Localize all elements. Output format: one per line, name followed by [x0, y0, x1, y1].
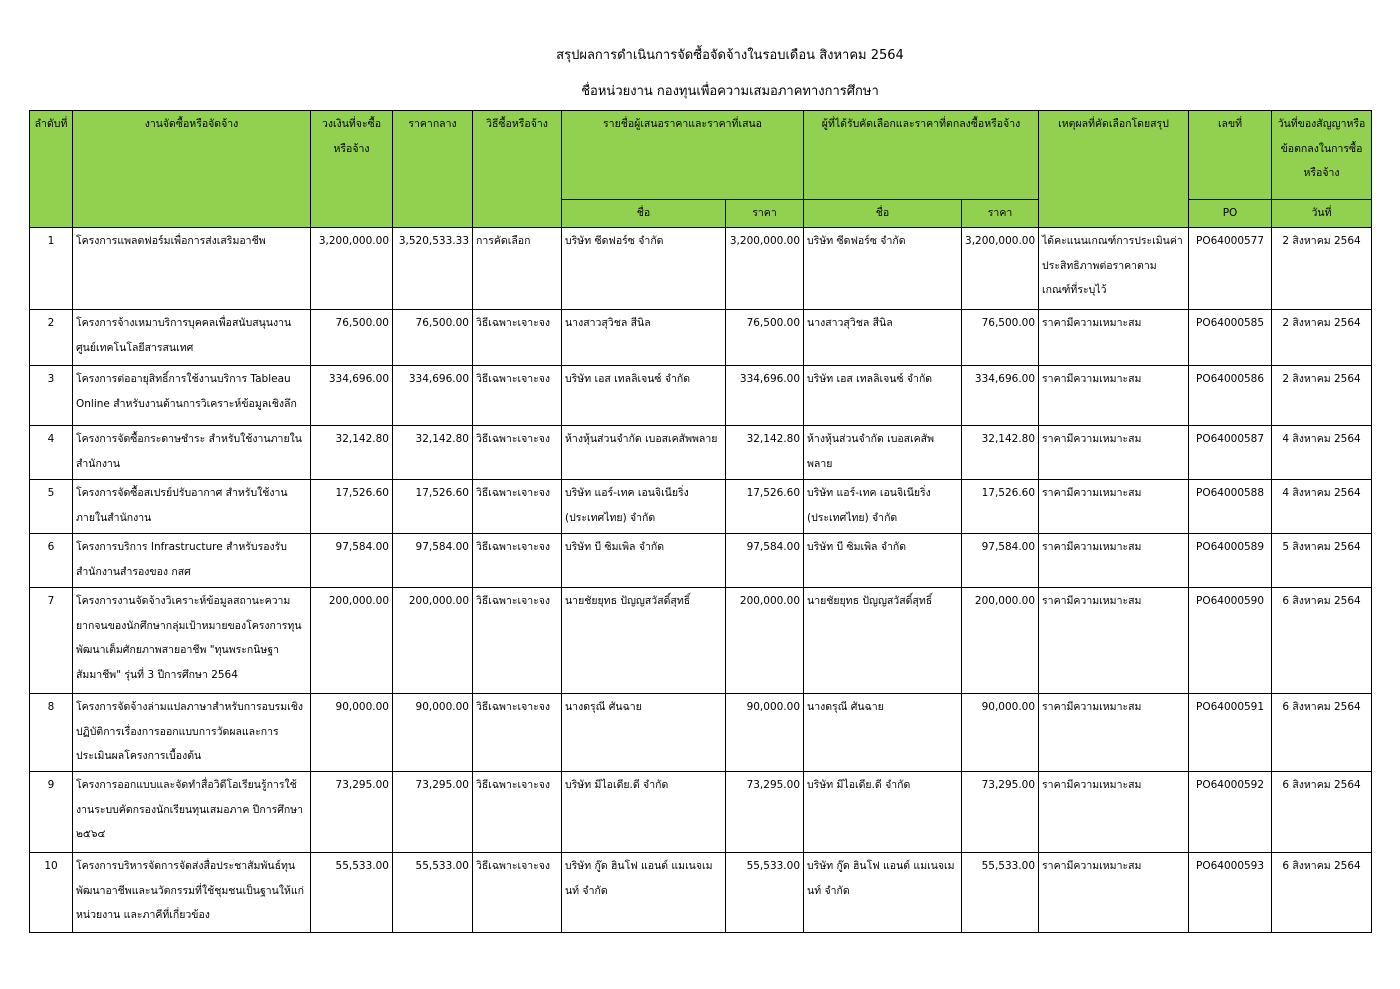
row-number: 2: [30, 310, 73, 366]
selection-reason: ราคามีความเหมาะสม: [1039, 310, 1189, 366]
row-number: 7: [30, 588, 73, 694]
subheader-winner-price: ราคา: [962, 200, 1039, 228]
work-item: โครงการจ้างเหมาบริการบุคคลเพื่อสนับสนุนงานศูนย์เทคโนโลยีสารสนเทศ: [73, 310, 311, 366]
procurement-table: [29, 110, 1372, 933]
budget-amount: 200,000.00: [311, 588, 393, 694]
work-item: โครงการบริการ Infrastructure สำหรับรองรับสำนักงานสำรองของ กสศ: [73, 534, 311, 588]
procurement-method: วิธีเฉพาะเจาะจง: [473, 853, 562, 933]
contract-date: 4 สิงหาคม 2564: [1272, 480, 1372, 534]
po-number: PO64000588: [1189, 480, 1272, 534]
work-item: โครงการบริหารจัดการจัดส่งสื่อประชาสัมพันธ์ทุนพัฒนาอาชีพและนวัตกรรมที่ใช้ชุมชนเป็นฐานให้แก่หน่วยงาน และภาคีที่เกี่ยวข้อง: [73, 853, 311, 933]
agreed-price: 97,584.00: [962, 534, 1039, 588]
po-number: PO64000585: [1189, 310, 1272, 366]
budget-amount: 32,142.80: [311, 426, 393, 480]
header-bidders: รายชื่อผู้เสนอราคาและราคาที่เสนอ: [562, 111, 804, 200]
agreed-price: 334,696.00: [962, 366, 1039, 426]
row-number: 6: [30, 534, 73, 588]
header-budget: วงเงินที่จะซื้อหรือจ้าง: [311, 111, 393, 228]
winner-name: ห้างหุ้นส่วนจำกัด เบอสเคสัพพลาย: [804, 426, 962, 480]
table-row: [30, 366, 1372, 426]
bidder-name: บริษัท บี ซิมเพิล จำกัด: [562, 534, 726, 588]
po-number: PO64000577: [1189, 228, 1272, 310]
bidder-name: บริษัท เอส เทลลิเจนซ์ จำกัด: [562, 366, 726, 426]
bidder-name: บริษัท ซีดฟอร์ซ จำกัด: [562, 228, 726, 310]
winner-name: นายชัยยุทธ ปัญญสวัสดิ์สุทธิ์: [804, 588, 962, 694]
budget-amount: 90,000.00: [311, 694, 393, 772]
table-row: [30, 480, 1372, 534]
work-item: โครงการต่ออายุสิทธิ์การใช้งานบริการ Tableau Online สำหรับงานด้านการวิเคราะห์ข้อมูลเชิงลึก: [73, 366, 311, 426]
selection-reason: ราคามีความเหมาะสม: [1039, 772, 1189, 853]
row-number: 10: [30, 853, 73, 933]
work-item: โครงการจัดซื้อกระดาษชำระ สำหรับใช้งานภายในสำนักงาน: [73, 426, 311, 480]
procurement-method: การคัดเลือก: [473, 228, 562, 310]
winner-name: นางสาวสุวิชล สีนิล: [804, 310, 962, 366]
winner-name: บริษัท กู๊ด ฮินโฟ แอนด์ แมเนจเมนท์ จำกัด: [804, 853, 962, 933]
budget-amount: 55,533.00: [311, 853, 393, 933]
table-row: [30, 772, 1372, 853]
median-price: 200,000.00: [393, 588, 473, 694]
procurement-method: วิธีเฉพาะเจาะจง: [473, 480, 562, 534]
agreed-price: 17,526.60: [962, 480, 1039, 534]
budget-amount: 3,200,000.00: [311, 228, 393, 310]
median-price: 76,500.00: [393, 310, 473, 366]
budget-amount: 73,295.00: [311, 772, 393, 853]
po-number: PO64000590: [1189, 588, 1272, 694]
selection-reason: ราคามีความเหมาะสม: [1039, 588, 1189, 694]
agreed-price: 3,200,000.00: [962, 228, 1039, 310]
contract-date: 6 สิงหาคม 2564: [1272, 588, 1372, 694]
contract-date: 6 สิงหาคม 2564: [1272, 772, 1372, 853]
subheader-bidder-name: ชื่อ: [562, 200, 726, 228]
contract-date: 4 สิงหาคม 2564: [1272, 426, 1372, 480]
bid-price: 17,526.60: [726, 480, 804, 534]
median-price: 97,584.00: [393, 534, 473, 588]
header-contract: วันที่ของสัญญาหรือข้อตกลงในการซื้อหรือจ้าง: [1272, 111, 1372, 200]
median-price: 17,526.60: [393, 480, 473, 534]
row-number: 8: [30, 694, 73, 772]
bidder-name: นางสาวสุวิชล สีนิล: [562, 310, 726, 366]
contract-date: 5 สิงหาคม 2564: [1272, 534, 1372, 588]
procurement-method: วิธีเฉพาะเจาะจง: [473, 426, 562, 480]
bid-price: 97,584.00: [726, 534, 804, 588]
bid-price: 55,533.00: [726, 853, 804, 933]
po-number: PO64000589: [1189, 534, 1272, 588]
header-reason: เหตุผลที่คัดเลือกโดยสรุป: [1039, 111, 1189, 228]
page-title: สรุปผลการดำเนินการจัดซื้อจัดจ้างในรอบเดือน สิงหาคม 2564: [556, 48, 904, 63]
bidder-name: บริษัท กู๊ด ฮินโฟ แอนด์ แมเนจเมนท์ จำกัด: [562, 853, 726, 933]
header-method: วิธีซื้อหรือจ้าง: [473, 111, 562, 228]
agency-name: ชื่อหน่วยงาน กองทุนเพื่อความเสมอภาคทางการศึกษา: [581, 84, 879, 99]
winner-name: บริษัท บี ซิมเพิล จำกัด: [804, 534, 962, 588]
contract-date: 2 สิงหาคม 2564: [1272, 228, 1372, 310]
row-number: 5: [30, 480, 73, 534]
work-item: โครงการจัดซื้อสเปรย์ปรับอากาศ สำหรับใช้งานภายในสำนักงาน: [73, 480, 311, 534]
contract-date: 2 สิงหาคม 2564: [1272, 366, 1372, 426]
winner-name: บริษัท ซีดฟอร์ซ จำกัด: [804, 228, 962, 310]
header-work: งานจัดซื้อหรือจัดจ้าง: [73, 111, 311, 228]
median-price: 55,533.00: [393, 853, 473, 933]
table-row: [30, 694, 1372, 772]
budget-amount: 76,500.00: [311, 310, 393, 366]
table-row: [30, 588, 1372, 694]
row-number: 9: [30, 772, 73, 853]
contract-date: 2 สิงหาคม 2564: [1272, 310, 1372, 366]
bidder-name: นางดรุณี ศันฉาย: [562, 694, 726, 772]
table-row: [30, 228, 1372, 310]
work-item: โครงการจัดจ้างล่ามแปลภาษาสำหรับการอบรมเชิงปฏิบัติการเรื่องการออกแบบการวัดผลและการประเมินผลโครงการเบื้องต้น: [73, 694, 311, 772]
header-ref: เลขที่: [1189, 111, 1272, 200]
table-row: [30, 310, 1372, 366]
work-item: โครงการงานจัดจ้างวิเคราะห์ข้อมูลสถานะความยากจนของนักศึกษากลุ่มเป้าหมายของโครงการทุนพัฒนาเต็มศักยภาพสายอาชีพ "ทุนพระกนิษฐาสัมมาชีพ" รุ่นที่ 3 ปีการศึกษา 2564: [73, 588, 311, 694]
agreed-price: 76,500.00: [962, 310, 1039, 366]
header-winner: ผู้ที่ได้รับคัดเลือกและราคาที่ตกลงซื้อหรือจ้าง: [804, 111, 1039, 200]
work-item: โครงการแพลตฟอร์มเพื่อการส่งเสริมอาชีพ: [73, 228, 311, 310]
procurement-method: วิธีเฉพาะเจาะจง: [473, 310, 562, 366]
selection-reason: ราคามีความเหมาะสม: [1039, 480, 1189, 534]
subheader-date: วันที่: [1272, 200, 1372, 228]
table-row: [30, 426, 1372, 480]
bidder-name: บริษัท มีไอเดีย.ดี จำกัด: [562, 772, 726, 853]
agreed-price: 90,000.00: [962, 694, 1039, 772]
agreed-price: 55,533.00: [962, 853, 1039, 933]
row-number: 3: [30, 366, 73, 426]
agreed-price: 73,295.00: [962, 772, 1039, 853]
contract-date: 6 สิงหาคม 2564: [1272, 853, 1372, 933]
winner-name: บริษัท มีไอเดีย.ดี จำกัด: [804, 772, 962, 853]
bid-price: 3,200,000.00: [726, 228, 804, 310]
bid-price: 32,142.80: [726, 426, 804, 480]
table-row: [30, 853, 1372, 933]
agreed-price: 32,142.80: [962, 426, 1039, 480]
subheader-winner-name: ชื่อ: [804, 200, 962, 228]
selection-reason: ราคามีความเหมาะสม: [1039, 534, 1189, 588]
bid-price: 200,000.00: [726, 588, 804, 694]
selection-reason: ราคามีความเหมาะสม: [1039, 426, 1189, 480]
median-price: 3,520,533.33: [393, 228, 473, 310]
table-row: [30, 534, 1372, 588]
header-median-price: ราคากลาง: [393, 111, 473, 228]
po-number: PO64000587: [1189, 426, 1272, 480]
procurement-method: วิธีเฉพาะเจาะจง: [473, 588, 562, 694]
median-price: 334,696.00: [393, 366, 473, 426]
po-number: PO64000593: [1189, 853, 1272, 933]
bid-price: 90,000.00: [726, 694, 804, 772]
procurement-method: วิธีเฉพาะเจาะจง: [473, 366, 562, 426]
median-price: 90,000.00: [393, 694, 473, 772]
row-number: 1: [30, 228, 73, 310]
contract-date: 6 สิงหาคม 2564: [1272, 694, 1372, 772]
winner-name: บริษัท เอส เทลลิเจนซ์ จำกัด: [804, 366, 962, 426]
budget-amount: 97,584.00: [311, 534, 393, 588]
procurement-method: วิธีเฉพาะเจาะจง: [473, 534, 562, 588]
row-number: 4: [30, 426, 73, 480]
median-price: 32,142.80: [393, 426, 473, 480]
median-price: 73,295.00: [393, 772, 473, 853]
bidder-name: ห้างหุ้นส่วนจำกัด เบอสเคสัพพลาย: [562, 426, 726, 480]
bid-price: 76,500.00: [726, 310, 804, 366]
header-no: ลำดับที่: [30, 111, 73, 228]
bid-price: 334,696.00: [726, 366, 804, 426]
subheader-bidder-price: ราคา: [726, 200, 804, 228]
winner-name: นางดรุณี ศันฉาย: [804, 694, 962, 772]
selection-reason: ราคามีความเหมาะสม: [1039, 694, 1189, 772]
winner-name: บริษัท แอร์-เทค เอนจิเนียริ่ง (ประเทศไทย) จำกัด: [804, 480, 962, 534]
po-number: PO64000591: [1189, 694, 1272, 772]
procurement-method: วิธีเฉพาะเจาะจง: [473, 772, 562, 853]
budget-amount: 17,526.60: [311, 480, 393, 534]
bid-price: 73,295.00: [726, 772, 804, 853]
selection-reason: ราคามีความเหมาะสม: [1039, 853, 1189, 933]
selection-reason: ราคามีความเหมาะสม: [1039, 366, 1189, 426]
subheader-po: PO: [1189, 200, 1272, 228]
po-number: PO64000586: [1189, 366, 1272, 426]
agreed-price: 200,000.00: [962, 588, 1039, 694]
selection-reason: ได้คะแนนเกณฑ์การประเมินค่าประสิทธิภาพต่อราคาตามเกณฑ์ที่ระบุไว้: [1039, 228, 1189, 310]
procurement-method: วิธีเฉพาะเจาะจง: [473, 694, 562, 772]
work-item: โครงการออกแบบและจัดทำสื่อวิดีโอเรียนรู้การใช้งานระบบคัดกรองนักเรียนทุนเสมอภาค ปีการศึกษา ๒๕๖๔: [73, 772, 311, 853]
po-number: PO64000592: [1189, 772, 1272, 853]
bidder-name: บริษัท แอร์-เทค เอนจิเนียริ่ง (ประเทศไทย) จำกัด: [562, 480, 726, 534]
budget-amount: 334,696.00: [311, 366, 393, 426]
bidder-name: นายชัยยุทธ ปัญญสวัสดิ์สุทธิ์: [562, 588, 726, 694]
